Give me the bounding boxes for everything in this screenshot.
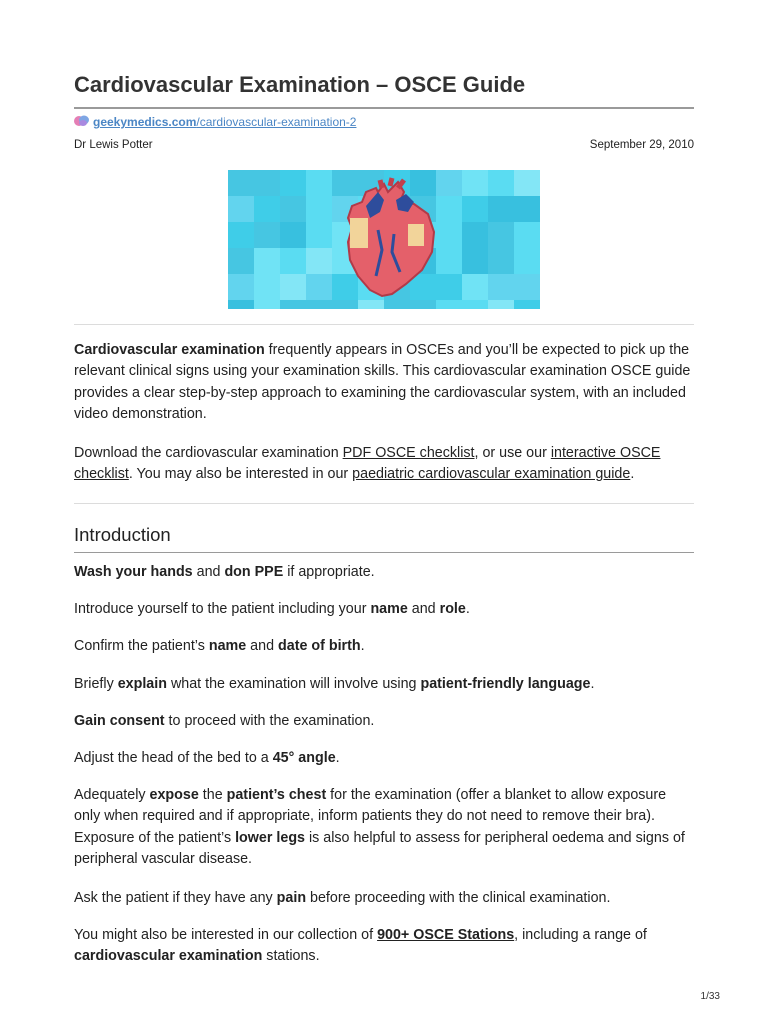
mosaic-tile [488,222,514,248]
mosaic-tile [228,222,254,248]
mosaic-tile [254,196,280,222]
step-explain: Briefly explain what the examination will involve using patient-friendly language. [74,676,595,692]
mosaic-tile [306,300,332,309]
download-paragraph: Download the cardiovascular examination PDF OSCE checklist, or use our interactive OSCE checklist. You may also be interested in our paediatric cardiovascular examination guide. [74,445,661,483]
mosaic-tile [514,248,540,274]
mosaic-tile [280,222,306,248]
section-divider [74,503,694,504]
byline [74,139,694,151]
mosaic-tile [280,274,306,300]
mosaic-tile [254,170,280,196]
page-title: Cardiovascular Examination – OSCE Guide [74,72,526,97]
section-heading: Introduction [74,524,171,545]
mosaic-tile [306,274,332,300]
step-introduce: Introduce yourself to the patient including your name and role. [74,601,470,617]
mosaic-tile [332,300,358,309]
mosaic-tile [410,300,436,309]
mosaic-tile [436,170,462,196]
step-pain-check: Ask the patient if they have any pain before proceeding with the clinical examination. [74,890,611,906]
publish-date: September 29, 2010 [589,139,694,151]
mosaic-tile [514,196,540,222]
mosaic-tile [514,222,540,248]
step-confirm-identity: Confirm the patient’s name and date of birth. [74,638,365,654]
source-path[interactable]: /cardiovascular-examination-2 [196,115,357,129]
mosaic-tile [462,248,488,274]
mosaic-tile [436,222,462,248]
author: Dr Lewis Potter [74,139,153,151]
title-divider [74,107,694,109]
interactive-checklist-link[interactable]: interactive OSCE checklist [74,445,661,483]
mosaic-tile [514,274,540,300]
pdf-checklist-link[interactable]: PDF OSCE checklist [342,445,475,461]
intro-paragraph: Cardiovascular examination frequently appears in OSCEs and you’ll be expected to pick up the relevant clinical signs using your examination skills. This cardiovascular examination OSCE guide provides a clear step-by-step approach to examining the cardiovascular system, with an included video demonstration. [74,342,691,422]
mosaic-tile [306,170,332,196]
page-number: 1/33 [700,991,720,1002]
source-host[interactable]: geekymedics.com [93,115,197,129]
mosaic-tile [280,248,306,274]
paediatric-guide-link[interactable]: paediatric cardiovascular examination guide [352,466,631,483]
mosaic-tile [436,196,462,222]
mosaic-tile [332,170,358,196]
mosaic-tile [514,170,540,196]
mosaic-tile [306,196,332,222]
heart-illustration-icon [228,170,540,309]
mosaic-tile [358,300,384,309]
mosaic-tile [280,170,306,196]
mosaic-tile [332,274,358,300]
geekymedics-logo-icon [74,115,90,131]
step-exposure: Adequately expose the patient’s chest for the examination (offer a blanket to allow exposure only when required and if appropriate, inform patients they do not need to remove their bra). Exposure of the patient’s lower legs is also helpful to assess for peripheral oedema and signs of peripheral vascular disease. [74,787,685,867]
hero-image [228,170,540,309]
mosaic-tile [436,248,462,274]
mosaic-tile [514,300,540,309]
mosaic-tile [488,196,514,222]
mosaic-tile [436,300,462,309]
mosaic-tile [462,170,488,196]
mosaic-tile [384,300,410,309]
mosaic-tile [462,222,488,248]
mosaic-tile [488,170,514,196]
hero-divider [74,324,694,325]
mosaic-tile [410,170,436,196]
mosaic-tile [254,274,280,300]
mosaic-tile [462,300,488,309]
mosaic-tile [228,300,254,309]
step-positioning: Adjust the head of the bed to a 45° angle. [74,750,340,766]
mosaic-tile [488,274,514,300]
mosaic-tile [462,274,488,300]
mosaic-tile [228,170,254,196]
mosaic-tile [228,248,254,274]
mosaic-tile [228,196,254,222]
step-consent: Gain consent to proceed with the examination. [74,713,375,729]
mosaic-tile [488,300,514,309]
mosaic-tile [306,222,332,248]
mosaic-tile [462,196,488,222]
osce-stations-link[interactable]: 900+ OSCE Stations [377,927,515,943]
mosaic-tile [228,274,254,300]
mosaic-tile [254,222,280,248]
source-link[interactable] [74,114,356,131]
osce-stations-paragraph: You might also be interested in our collection of 900+ OSCE Stations, including a range of cardiovascular examination stations. [74,927,647,965]
mosaic-tile [254,300,280,309]
mosaic-tile [488,248,514,274]
step-hand-hygiene: Wash your hands and don PPE if appropriate. [74,564,375,580]
mosaic-tile [436,274,462,300]
mosaic-tile [306,248,332,274]
mosaic-tile [280,300,306,309]
mosaic-tile [280,196,306,222]
mosaic-tile [254,248,280,274]
heading-divider [74,552,694,553]
